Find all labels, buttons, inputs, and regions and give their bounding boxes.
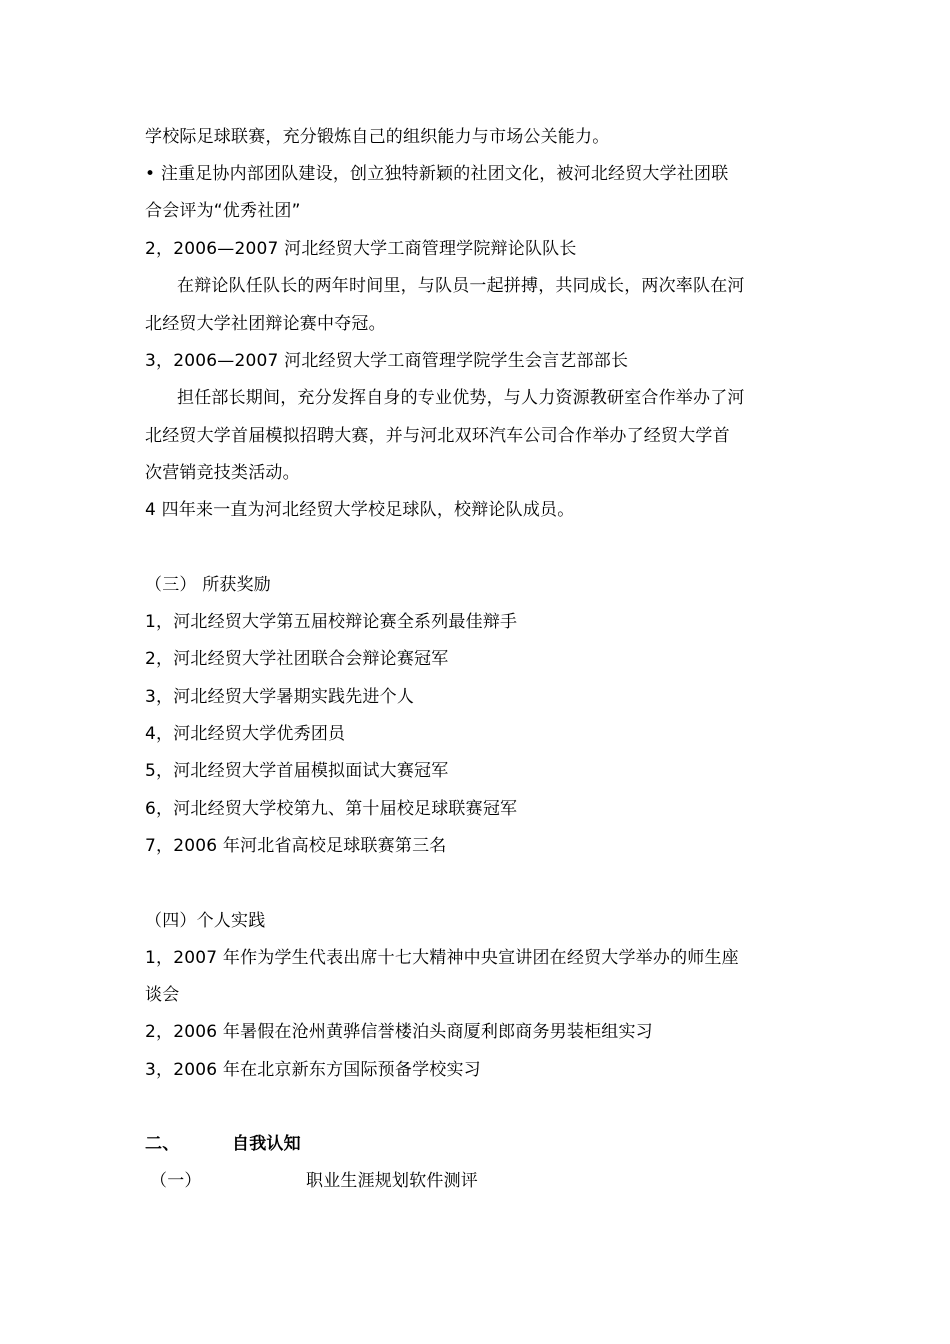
subsection-label: （一） xyxy=(150,1171,202,1191)
practice-item: 3，2006 年在北京新东方国际预备学校实习 xyxy=(145,1060,481,1080)
paragraph-line: 北经贸大学社团辩论赛中夺冠。 xyxy=(145,314,386,334)
awards-heading: （三） 所获奖励 xyxy=(145,575,272,595)
paragraph-line: 担任部长期间，充分发挥自身的专业优势，与人力资源教研室合作举办了河 xyxy=(177,388,745,408)
award-item: 7，2006 年河北省高校足球联赛第三名 xyxy=(145,836,447,856)
subsection-title: 职业生涯规划软件测评 xyxy=(306,1171,478,1191)
award-item: 4，河北经贸大学优秀团员 xyxy=(145,724,346,744)
practice-item: 2，2006 年暑假在沧州黄骅信誉楼泊头商厦利郎商务男装柜组实习 xyxy=(145,1022,653,1042)
paragraph-line: 北经贸大学首届模拟招聘大赛，并与河北双环汽车公司合作举办了经贸大学首 xyxy=(145,426,730,446)
list-item-heading: 2，2006—2007 河北经贸大学工商管理学院辩论队队长 xyxy=(145,239,577,259)
list-item-heading: 4 四年来一直为河北经贸大学校足球队，校辩论队成员。 xyxy=(145,500,575,520)
award-item: 2，河北经贸大学社团联合会辩论赛冠军 xyxy=(145,649,449,669)
award-item: 3，河北经贸大学暑期实践先进个人 xyxy=(145,687,415,707)
paragraph-line: 学校际足球联赛，充分锻炼自己的组织能力与市场公关能力。 xyxy=(145,127,610,147)
paragraph-line: 次营销竞技类活动。 xyxy=(145,463,300,483)
section-title: 自我认知 xyxy=(232,1134,301,1154)
practice-item: 1，2007 年作为学生代表出席十七大精神中央宣讲团在经贸大学举办的师生座 xyxy=(145,948,739,968)
practice-heading: （四）个人实践 xyxy=(145,911,266,931)
list-item-heading: 3，2006—2007 河北经贸大学工商管理学院学生会言艺部部长 xyxy=(145,351,629,371)
section-number: 二、 xyxy=(145,1134,180,1154)
award-item: 1，河北经贸大学第五届校辩论赛全系列最佳辩手 xyxy=(145,612,518,632)
award-item: 6，河北经贸大学校第九、第十届校足球联赛冠军 xyxy=(145,799,518,819)
paragraph-line: 合会评为“优秀社团” xyxy=(145,201,301,221)
paragraph-line: 在辩论队任队长的两年时间里，与队员一起拼搏，共同成长，两次率队在河 xyxy=(177,276,745,296)
practice-item: 谈会 xyxy=(145,985,180,1005)
award-item: 5，河北经贸大学首届模拟面试大赛冠军 xyxy=(145,761,449,781)
bullet-line: • 注重足协内部团队建设，创立独特新颖的社团文化，被河北经贸大学社团联 xyxy=(145,164,729,184)
